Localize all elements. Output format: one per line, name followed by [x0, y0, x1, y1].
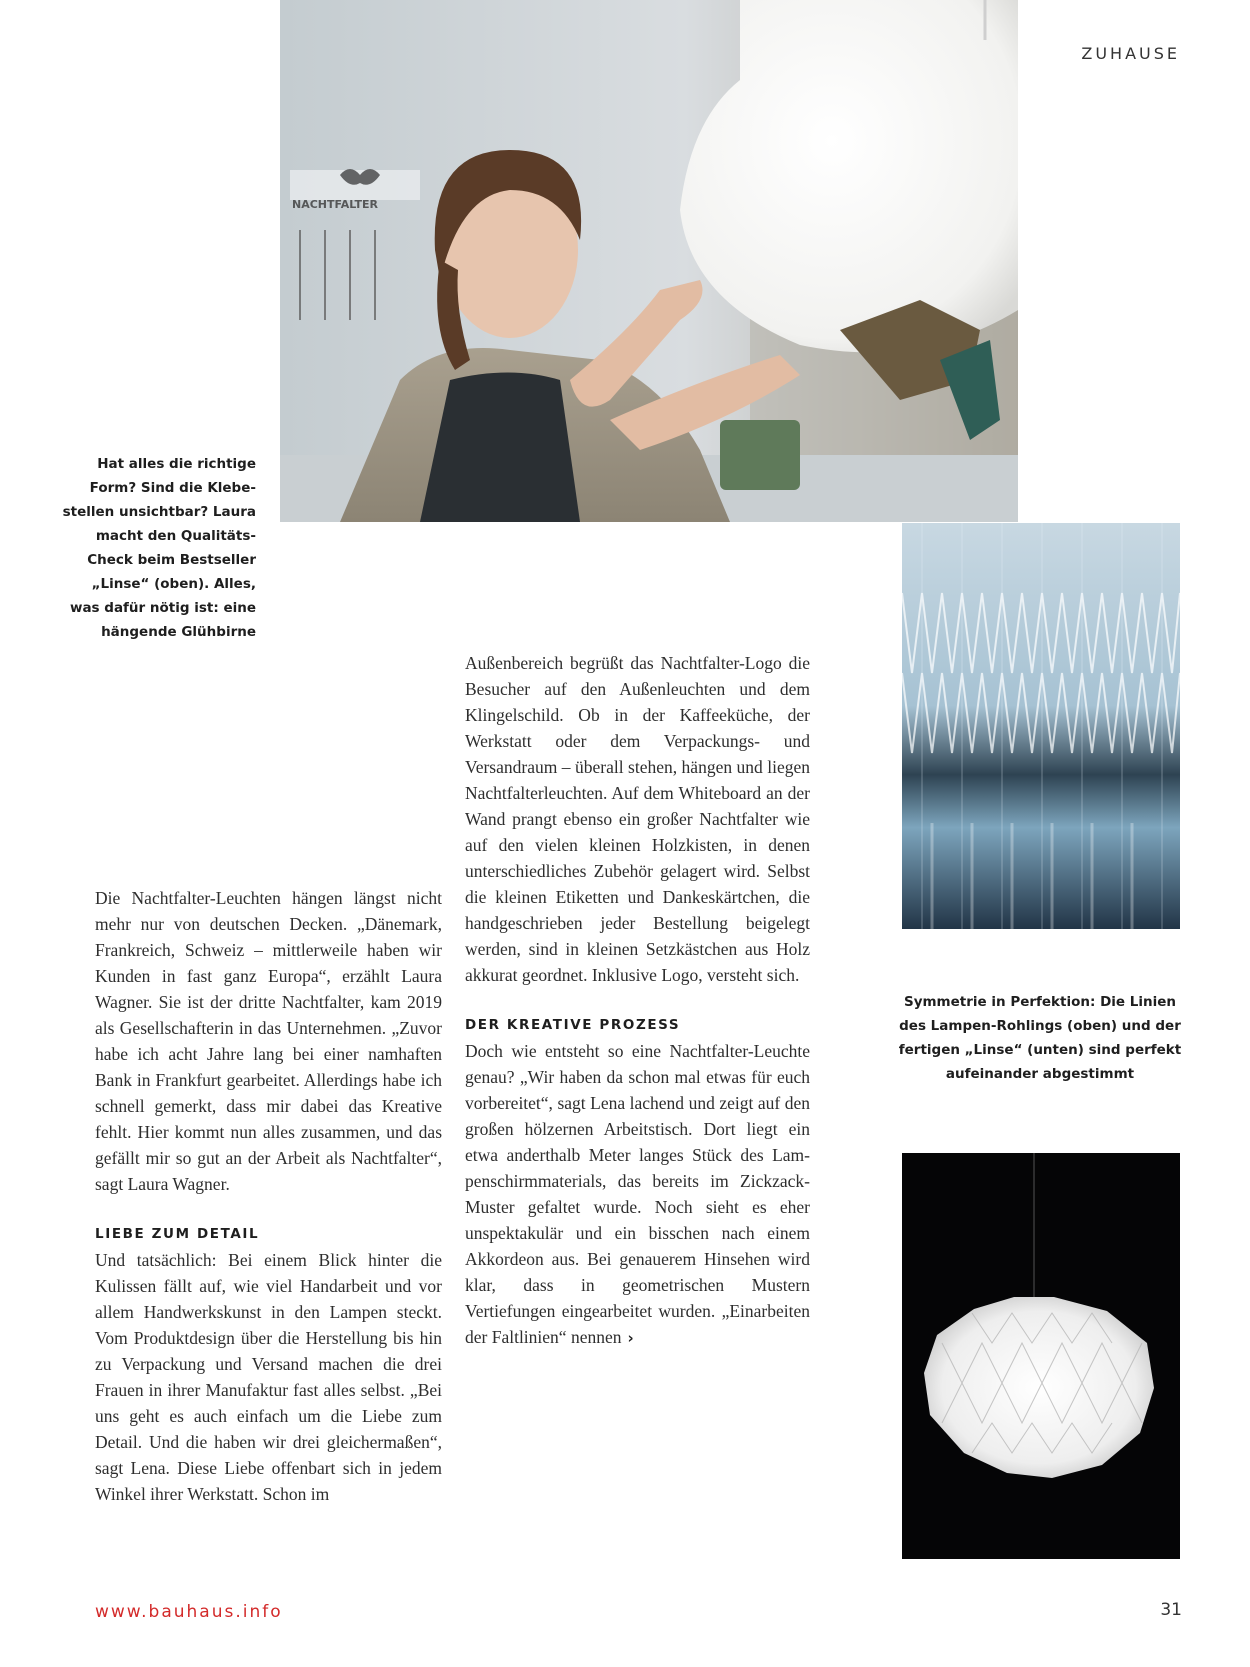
- bottom-right-photo: [902, 1153, 1180, 1559]
- article-paragraph-text: Doch wie entsteht so eine Nachtfalter-Leuchte genau? „Wir haben da schon mal etwas für euch vorbereitet“, sagt Lena lachend und zeigt auf den großen hölzernen Arbeitstisch. Dort liegt ein etwa anderthalb Meter langes Stück des Lampenschirmmaterials, das bereits im Zickzack-Muster gefaltet wurde. Noch sieht es eher unspektakulär und ein bisschen nach einem Akkordeon aus. Bei genauerem Hinsehen wird klar, dass in geometrischen Mustern Vertiefungen eingearbeitet wurden. „Einarbeiten der Faltlinien“ nennen: [465, 1041, 810, 1347]
- main-photo: [280, 0, 1018, 522]
- woman-holding-lamp-photo: [280, 0, 1018, 522]
- main-photo-caption: Hat alles die richtige Form? Sind die Klebestellen unsichtbar? Laura macht den Qualitäts-Check beim Bestseller „Linse“ (oben). Alles, was dafür nötig ist: eine hängende Glühbirne: [62, 456, 256, 640]
- pendant-lamp-photo: [902, 1153, 1180, 1559]
- article-paragraph: [465, 1038, 810, 1351]
- right-photos-caption: Symmetrie in Perfektion: Die Linien des Lampen-Rohlings (oben) und der fertigen „Linse“ (unten) sind perfekt aufeinander abgestimmt: [898, 994, 1182, 1082]
- section-label: ZUHAUSE: [1081, 44, 1180, 63]
- subheading-liebe-zum-detail: LIEBE ZUM DETAIL: [95, 1226, 260, 1242]
- article-paragraph: Außenbereich begrüßt das Nachtfalter-Logo die Besucher auf den Außenleuchten und dem Klingelschild. Ob in der Kaffeeküche, der Werkstatt oder dem Verpackungs- und Versandraum – überall stehen, hängen und liegen Nachtfalterleuchten. Auf dem Whiteboard an der Wand prangt ebenso ein großer Nachtfalter wie auf den vielen kleinen Holzkisten, in denen unterschiedliches Zubehör gelagert wird. Selbst die kleinen Etiketten und Dankeskärtchen, die handgeschrieben jeder Bestellung beigelegt werden, sind in kleinen Setzkästchen aus Holz akkurat geordnet. Inklusive Logo, versteht sich.: [465, 653, 810, 985]
- top-right-photo: [902, 523, 1180, 929]
- article-paragraph: Und tatsächlich: Bei einem Blick hinter die Kulissen fällt auf, wie viel Handarbeit und vor allem Handwerkskunst in den Lampen steckt. Vom Produktdesign über die Herstellung bis hin zu Verpackung und Versand machen die drei Frauen in ihrer Manufaktur fast alles selbst. „Bei uns geht es auch einfach um die Liebe zum Detail. Und die haben wir drei gleichermaßen“, sagt Lena. Diese Liebe offenbart sich in jedem Winkel ihrer Werkstatt. Schon im: [95, 1250, 442, 1504]
- footer-url-link[interactable]: www.bauhaus.info: [95, 1602, 283, 1622]
- article-column-left: [95, 885, 442, 1507]
- article-paragraph: Die Nachtfalter-Leuchten hängen längst nicht mehr nur von deutschen Decken. „Dänemark, Frankreich, Schweiz – mittlerweile haben wir Kunden in fast ganz Europa“, erzählt Laura Wagner. Sie ist der dritte Nachtfalter, kam 2019 als Gesellschafterin in das Unternehmen. „Zuvor habe ich acht Jahre lang bei einer namhaften Bank in Frankfurt gearbeitet. Allerdings habe ich schnell gemerkt, dass mir dabei das Kreative fehlt. Hier kommt nun alles zusammen, und das gefällt mir so gut an der Arbeit als Nachtfalter“, sagt Laura Wagner.: [95, 888, 442, 1194]
- subheading-der-kreative-prozess: DER KREATIVE PROZESS: [465, 1017, 681, 1033]
- article-column-middle: [465, 650, 810, 1351]
- continue-arrow-icon: ›: [627, 1329, 634, 1347]
- pleated-lamp-structure-photo: [902, 523, 1180, 929]
- whiteboard-sign-text: NACHTFALTER: [292, 198, 378, 211]
- page-number: 31: [1160, 1600, 1182, 1620]
